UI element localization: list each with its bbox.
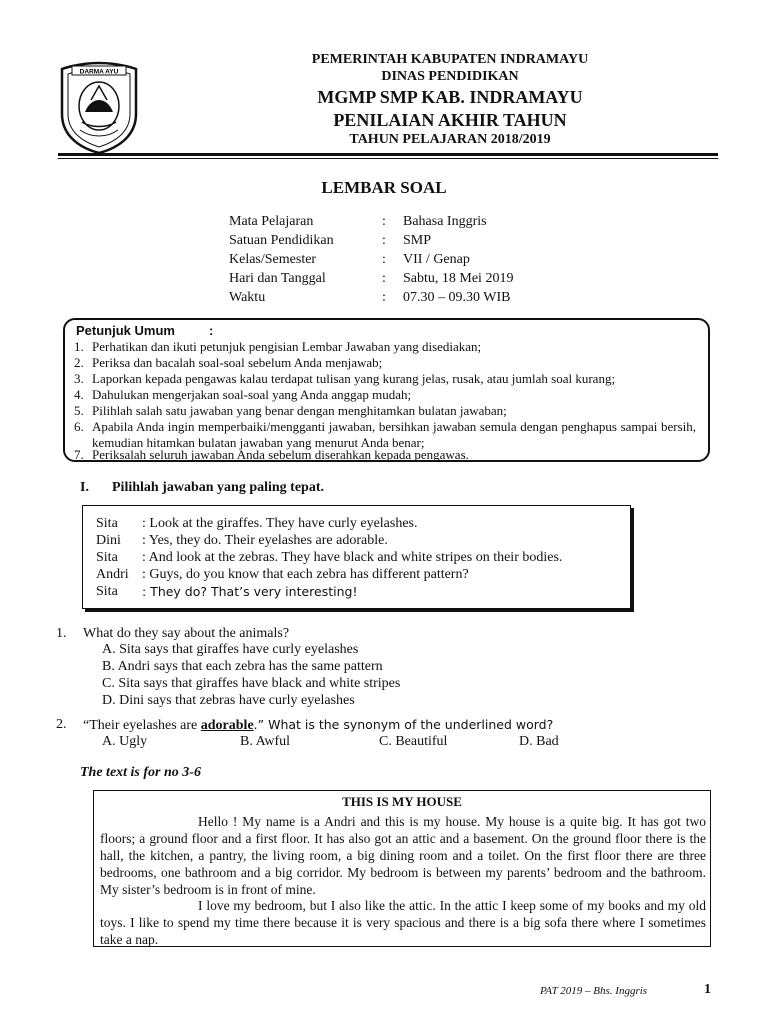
answer-option: A. Sita says that giraffes have curly eyelashes	[102, 642, 359, 657]
instruction-number: 1.	[74, 339, 84, 354]
answer-option: A. Ugly	[102, 734, 148, 749]
info-value: VII / Genap	[403, 252, 470, 267]
info-value: 07.30 – 09.30 WIB	[403, 290, 511, 305]
answer-option: D. Bad	[519, 734, 559, 749]
header-mgmp: MGMP SMP KAB. INDRAMAYU	[317, 87, 583, 107]
instruction-text: Dahulukan mengerjakan soal-soal yang Anda anggap mudah;	[92, 387, 412, 402]
instruction-text: Perhatikan dan ikuti petunjuk pengisian Lembar Jawaban yang disediakan;	[92, 339, 482, 354]
info-value: Bahasa Inggris	[403, 214, 487, 229]
reading-paragraph: I love my bedroom, but I also like the attic. In the attic I keep some of my books and my old toys. I like to spend my time there because it is very spacious and there is a big sofa there where I sometimes take a nap.	[100, 898, 706, 947]
info-label: Satuan Pendidikan	[229, 233, 334, 248]
answer-option: D. Dini says that zebras have curly eyelashes	[102, 693, 355, 708]
dialog-text: : They do? That’s very interesting!	[142, 584, 358, 599]
question-text-part: .” What is the synonym of the underlined word?	[253, 717, 554, 732]
instruction-number: 4.	[74, 387, 84, 402]
info-label: Kelas/Semester	[229, 252, 317, 267]
section-instruction: Pilihlah jawaban yang paling tepat.	[112, 480, 324, 495]
dialog-text: : And look at the zebras. They have black and white stripes on their bodies.	[142, 550, 563, 565]
instructions-title	[76, 323, 213, 338]
header-government: PEMERINTAH KABUPATEN INDRAMAYU	[311, 52, 589, 67]
answer-option: C. Beautiful	[379, 734, 448, 749]
answer-option: C. Sita says that giraffes have black and white stripes	[102, 676, 401, 691]
instruction-number: 5.	[74, 403, 84, 418]
info-colon: :	[382, 214, 386, 229]
instruction-number: 3.	[74, 371, 84, 386]
question-text: What do they say about the animals?	[83, 626, 290, 641]
instruction-text: Periksa dan bacalah soal-soal sebelum Anda menjawab;	[92, 355, 383, 370]
info-colon: :	[382, 271, 386, 286]
section-number: I.	[80, 480, 89, 495]
question-number: 2.	[56, 717, 67, 732]
instruction-number: 7.	[74, 447, 84, 462]
question-text-part: “Their eyelashes are	[83, 718, 201, 733]
page-number: 1	[704, 982, 711, 997]
info-label: Waktu	[229, 290, 266, 305]
instruction-text: Laporkan kepada pengawas kalau terdapat tulisan yang kurang jelas, rusak, atau jumlah soal kurang;	[92, 371, 616, 386]
underlined-word: adorable	[200, 718, 254, 733]
info-label: Mata Pelajaran	[229, 214, 314, 229]
header-department: DINAS PENDIDIKAN	[381, 69, 519, 84]
instruction-number: 6.	[74, 419, 84, 434]
answer-option: B. Andri says that each zebra has the same pattern	[102, 659, 383, 674]
info-value: SMP	[403, 233, 432, 248]
instruction-text: Pilihlah salah satu jawaban yang benar dengan menghitamkan bulatan jawaban;	[92, 403, 507, 418]
text-reference-label: The text is for no 3-6	[80, 765, 201, 780]
reading-paragraph: Hello ! My name is a Andri and this is my house. My house is a quite big. It has got two floors; a ground floor and a first floor. It has also got an attic and a basement. On the ground floor there is the hall, the kitchen, a pantry, the living room, a big dining room and a toilet. On the first floor there are three bedrooms, one bathroom and a big corridor. My bedroom is between my parents’ bedroom and the bathroom. My sister’s bedroom is in front of mine.	[100, 814, 706, 897]
dialog-speaker: Dini	[96, 533, 121, 548]
dialog-text: : Guys, do you know that each zebra has different pattern?	[142, 567, 469, 582]
regency-emblem-logo	[58, 60, 140, 156]
dialog-speaker: Sita	[96, 516, 118, 531]
header-divider-thin	[58, 158, 718, 159]
header-divider-thick	[58, 153, 718, 156]
instructions-title-text: Petunjuk Umum	[76, 323, 175, 338]
page-title: LEMBAR SOAL	[321, 178, 447, 197]
dialog-text: : Look at the giraffes. They have curly eyelashes.	[142, 516, 418, 531]
question-number: 1.	[56, 626, 67, 641]
dialog-speaker: Sita	[96, 584, 118, 599]
reading-title: THIS IS MY HOUSE	[342, 794, 462, 809]
header-school-year: TAHUN PELAJARAN 2018/2019	[349, 132, 551, 147]
info-value: Sabtu, 18 Mei 2019	[403, 271, 514, 286]
dialog-speaker: Andri	[96, 567, 129, 582]
logo-banner-text: DARMA AYU	[79, 68, 119, 76]
instruction-text: Apabila Anda ingin memperbaiki/mengganti jawaban, bersihkan jawaban semula dengan penghapus sampai bersih, kemudian hitamkan bulatan jawaban yang menurut Anda benar;	[92, 419, 696, 450]
question-text	[83, 717, 553, 734]
dialog-speaker: Sita	[96, 550, 118, 565]
header-exam-name: PENILAIAN AKHIR TAHUN	[333, 110, 567, 130]
dialog-text: : Yes, they do. Their eyelashes are adorable.	[142, 533, 388, 548]
info-colon: :	[382, 233, 386, 248]
info-label: Hari dan Tanggal	[229, 271, 326, 286]
instruction-number: 2.	[74, 355, 84, 370]
instruction-text: Periksalah seluruh jawaban Anda sebelum diserahkan kepada pengawas.	[92, 447, 469, 462]
info-colon: :	[382, 252, 386, 267]
page-footer: PAT 2019 – Bhs. Inggris	[540, 985, 648, 997]
instructions-title-colon: :	[208, 323, 214, 338]
answer-option: B. Awful	[240, 734, 291, 749]
info-colon: :	[382, 290, 386, 305]
